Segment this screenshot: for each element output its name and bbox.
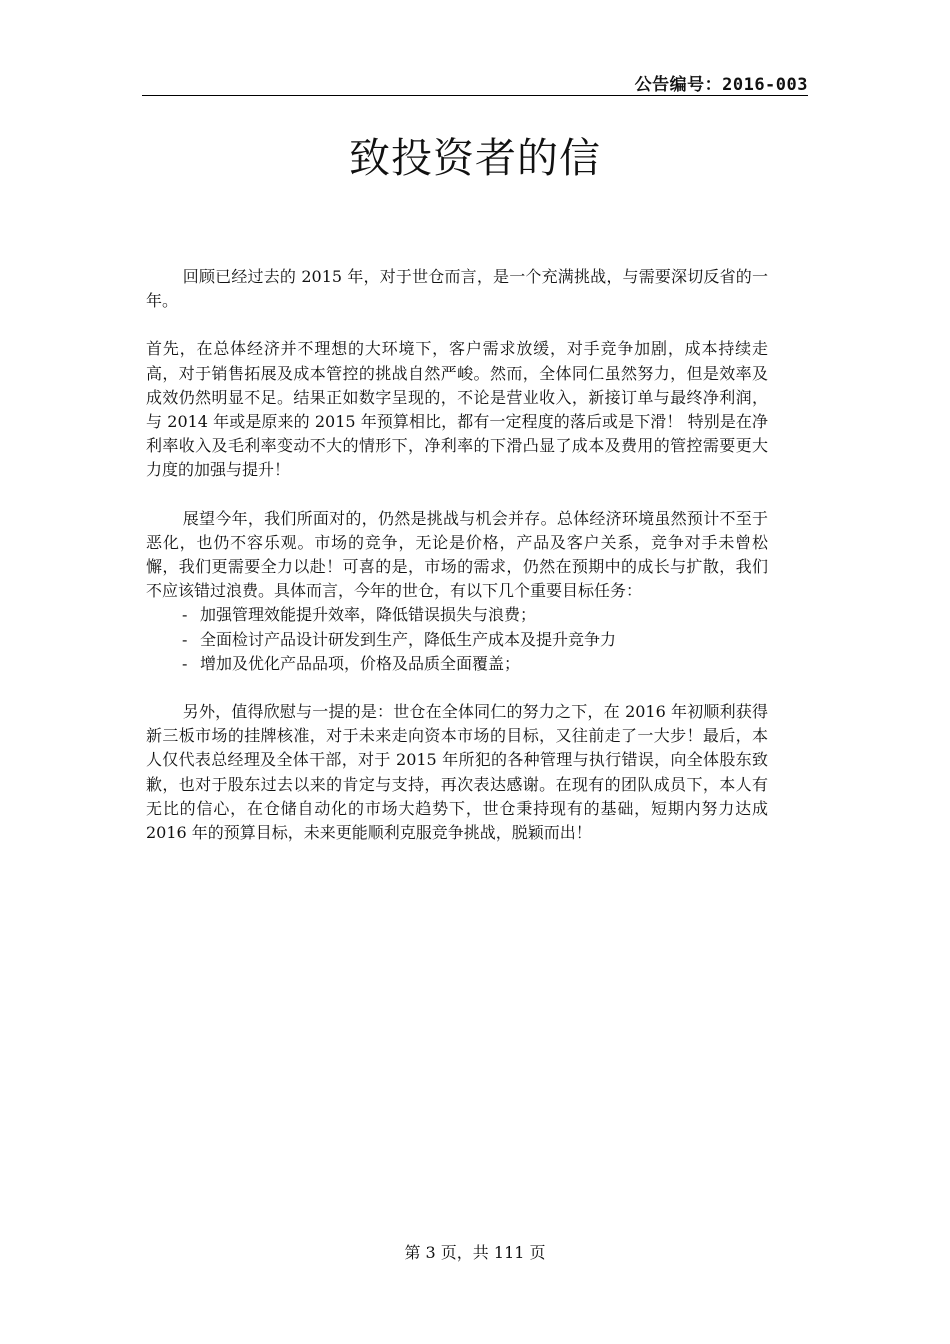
task-list (146, 603, 768, 676)
list-dash: - (182, 653, 188, 673)
header-divider (142, 95, 808, 96)
list-item-text: 增加及优化产品品项，价格及品质全面覆盖； (200, 653, 521, 673)
list-dash: - (182, 605, 188, 625)
list-item (146, 603, 768, 627)
list-item (146, 628, 768, 652)
paragraph-first: 首先，在总体经济并不理想的大环境下，客户需求放缓，对手竞争加剧，成本持续走高，对于销售拓展及成本管控的挑战自然严峻。然而，全体同仁虽然努力，但是效率及成效仍然明显不足。结果正如数字呈现的，不论是营业收入，新接订单与最终净利润，与 2014 年或是原来的 2015 年预算相比，都有一定程度的落后或是下滑！ 特别是在净利率收入及毛利率变动不大的情形下，净利率的下滑凸显了成本及费用的管控需要更大力度的加强与提升！ (146, 339, 768, 480)
paragraph-outlook: 展望今年，我们所面对的，仍然是挑战与机会并存。总体经济环境虽然预计不至于恶化，也仍不容乐观。市场的竞争，无论是价格，产品及客户关系，竞争对手未曾松懈，我们更需要全力以赴！可喜的是，市场的需求，仍然在预期中的成长与扩散，我们不应该错过浪费。具体而言，今年的世仓，有以下几个重要目标任务： (146, 508, 768, 601)
list-dash: - (182, 629, 188, 649)
page-footer: 第 3 页，共 111 页 (404, 1243, 546, 1262)
page-title: 致投资者的信 (349, 134, 601, 182)
paragraph-closing: 另外，值得欣慰与一提的是：世仓在全体同仁的努力之下，在 2016 年初顺利获得新三板市场的挂牌核准，对于未来走向资本市场的目标，又往前走了一大步！最后，本人仅代表总经理及全体干部，对于 2015 年所犯的各种管理与执行错误，向全体股东致歉，也对于股东过去以来的肯定与支持，再次表达感谢。在现有的团队成员下，本人有无比的信心，在仓储自动化的市场大趋势下，世仓秉持现有的基础，短期内努力达成 2016 年的预算目标，未来更能顺利克服竞争挑战，脱颖而出！ (146, 702, 768, 843)
list-item-text: 全面检讨产品设计研发到生产，降低生产成本及提升竞争力 (200, 629, 617, 649)
letter-body (146, 265, 768, 869)
announcement-code: 公告编号：2016-003 (634, 75, 808, 95)
paragraph-review: 回顾已经过去的 2015 年，对于世仓而言，是一个充满挑战，与需要深切反省的一年。 (146, 267, 768, 311)
list-item (146, 652, 768, 676)
list-item-text: 加强管理效能提升效率，降低错误损失与浪费； (200, 605, 537, 625)
